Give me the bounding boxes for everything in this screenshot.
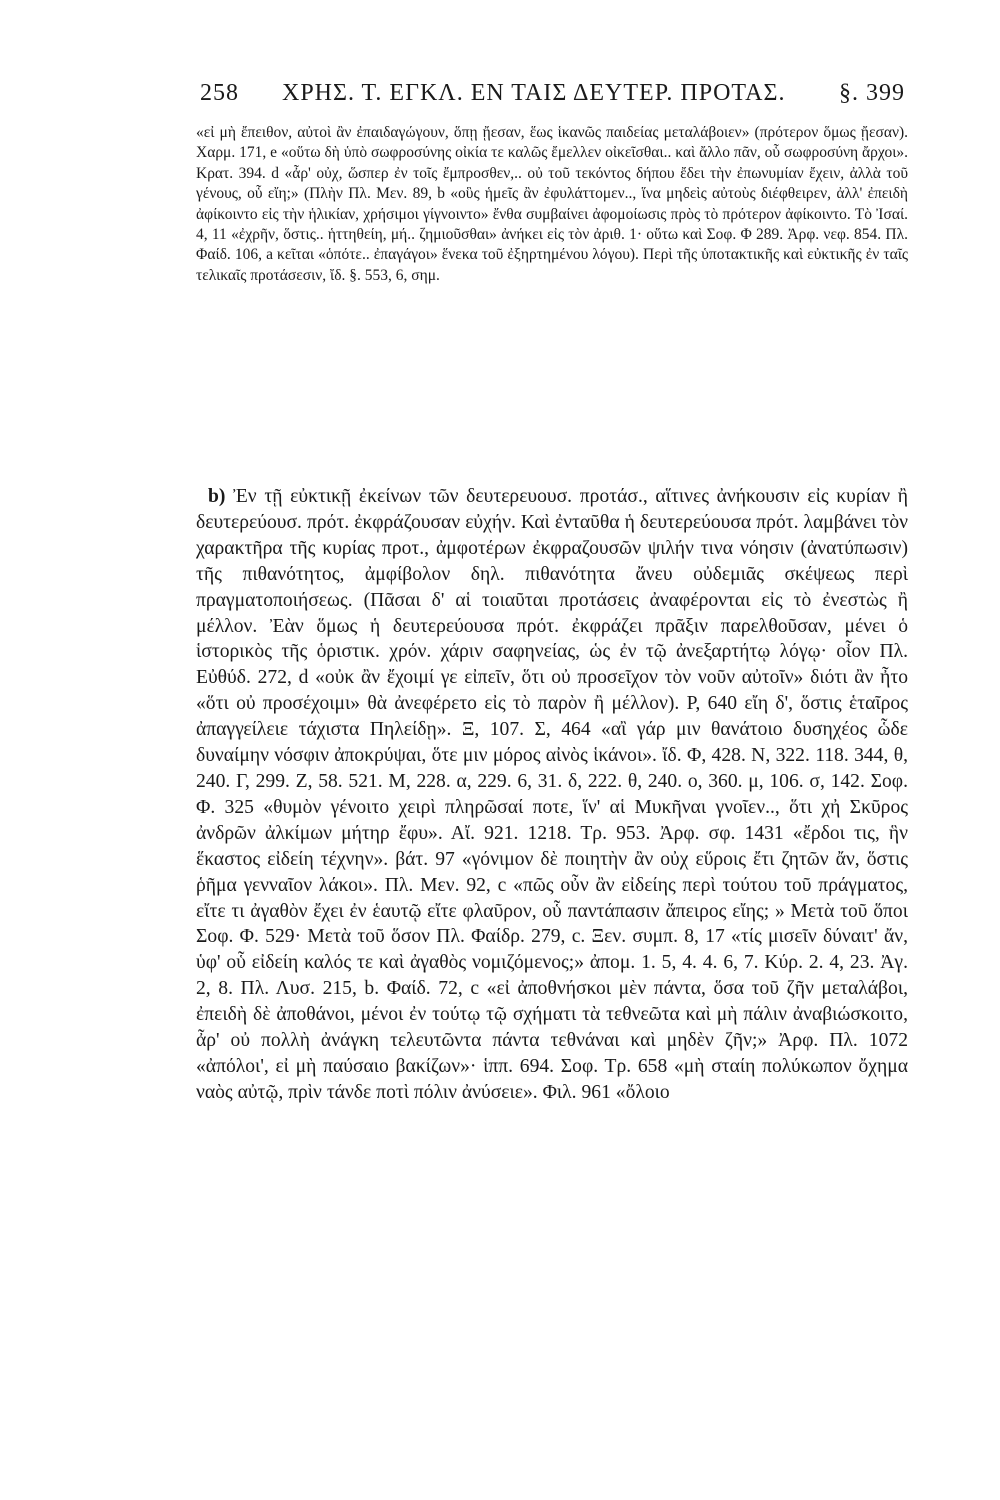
subsection-marker: b)	[208, 486, 226, 507]
running-title: ΧΡΗΣ. Τ. ΕΓΚΛ. ΕΝ ΤΑΙΣ ΔΕΥΤΕΡ. ΠΡΟΤΑΣ.	[282, 80, 786, 106]
page-number: 258	[200, 80, 239, 106]
footnote-text: «εἰ μὴ ἔπειθον, αὐτοὶ ἂν ἐπαιδαγώγουν, ὅπῃ ᾔεσαν, ἕως ἱκανῶς παιδείας μεταλάβοιεν» (πρότερον ὅμως ᾔεσαν). Χαρμ. 171, e «οὕτω δὴ ὑπὸ σωφροσύνης οἰκία τε καλῶς ἔμελλεν οἰκεῖσθαι.. καὶ ἄλλο πᾶν, οὗ σωφροσύνη ἄρχοι». Κρατ. 394. d «ἆρ' οὐχ, ὥσπερ ἐν τοῖς ἔμπροσθεν,.. οὐ τοῦ τεκόντος δήπου ἔδει τὴν ἐπωνυμίαν ἔχειν, ἀλλὰ τοῦ γένους, οὗ εἴη;» (Πλὴν Πλ. Μεν. 89, b «οὓς ἡμεῖς ἂν ἐφυλάττομεν.., ἵνα μηδεὶς αὐτοὺς διέφθειρεν, ἀλλ' ἐπειδὴ ἀφίκοιντο εἰς τὴν ἡλικίαν, χρήσιμοι γίγνοιντο» ἔνθα συμβαίνει ἀφομοίωσις πρὸς τὸ πρότερον ἀφίκοιντο. Τὸ Ἰσαί. 4, 11 «ἐχρῆν, ὅστις.. ἡττηθείη, μή.. ζημιοῦσθαι» ἀνήκει εἰς τὸν ἀριθ. 1· οὕτω καὶ Σοφ. Φ 289. Ἀρφ. νεφ. 854. Πλ. Φαίδ. 106, a κεῖται «ὁπότε.. ἐπαγάγοι» ἕνεκα τοῦ ἐξηρτημένου λόγου). Περὶ τῆς ὑποτακτικῆς καὶ εὐκτικῆς ἐν ταῖς τελικαῖς προτάσεσιν, ἴδ. §. 553, 6, σημ.	[196, 124, 908, 284]
main-text	[196, 484, 908, 1106]
section-number: §. 399	[839, 80, 905, 106]
main-paragraph: Ἐν τῇ εὐκτικῇ ἐκείνων τῶν δευτερευουσ. προτάσ., αἵτινες ἀνήκουσιν εἰς κυρίαν ἢ δευτερεύουσ. πρότ. ἐκφράζουσαν εὐχήν. Καὶ ἐνταῦθα ἡ δευτερεύουσα πρότ. λαμβάνει τὸν χαρακτῆρα τῆς κυρίας προτ., ἀμφοτέρων ἐκφραζουσῶν ψιλήν τινα νόησιν (ἀνατύπωσιν) τῆς πιθανότητος, ἀμφίβολον δηλ. πιθανότητα ἄνευ οὐδεμιᾶς σκέψεως περὶ πραγματοποιήσεως. (Πᾶσαι δ' αἱ τοιαῦται προτάσεις ἀναφέρονται εἰς τὸ ἐνεστὼς ἢ μέλλον. Ἐὰν ὅμως ἡ δευτερεύουσα πρότ. ἐκφράζει πρᾶξιν παρελθοῦσαν, μένει ὁ ἱστορικὸς τῆς ὁριστικ. χρόν. χάριν σαφηνείας, ὡς ἐν τῷ ἀνεξαρτήτῳ λόγῳ· οἷον Πλ. Εὐθύδ. 272, d «οὐκ ἂν ἔχοιμί γε εἰπεῖν, ὅτι οὐ προσεῖχον τὸν νοῦν αὐτοῖν» διότι ἂν ἦτο «ὅτι οὐ προσέχοιμι» θὰ ἀνεφέρετο εἰς τὸ παρὸν ἢ μέλλον). Ρ, 640 εἴη δ', ὅστις ἑταῖρος ἀπαγγείλειε τάχιστα Πηλείδῃ». Ξ, 107. Σ, 464 «αἲ γάρ μιν θανάτοιο δυσηχέος ὧδε δυναίμην νόσφιν ἀποκρύψαι, ὅτε μιν μόρος αἰνὸς ἱκάνοι». ἴδ. Φ, 428. Ν, 322. 118. 344, θ, 240. Γ, 299. Ζ, 58. 521. Μ, 228. α, 229. 6, 31. δ, 222. θ, 240. ο, 360. μ, 106. σ, 142. Σοφ. Φ. 325 «θυμὸν γένοιτο χειρὶ πληρῶσαί ποτε, ἵν' αἱ Μυκῆναι γνοῖεν.., ὅτι χἠ Σκῦρος ἀνδρῶν ἀλκίμων μήτηρ ἔφυ». Αἴ. 921. 1218. Τρ. 953. Ἀρφ. σφ. 1431 «ἔρδοι τις, ἣν ἕκαστος εἰδείη τέχνην». βάτ. 97 «γόνιμον δὲ ποιητὴν ἂν οὐχ εὕροις ἔτι ζητῶν ἄν, ὅστις ῥῆμα γενναῖον λάκοι». Πλ. Μεν. 92, c «πῶς οὖν ἂν εἰδείης περὶ τούτου τοῦ πράγματος, εἴτε τι ἀγαθὸν ἔχει ἐν ἑαυτῷ εἴτε φλαῦρον, οὗ παντάπασιν ἄπειρος εἴης; » Μετὰ τοῦ ὅποι Σοφ. Φ. 529· Μετὰ τοῦ ὅσον Πλ. Φαίδρ. 279, c. Ξεν. συμπ. 8, 17 «τίς μισεῖν δύναιτ' ἄν, ὑφ' οὗ εἰδείη καλός τε καὶ ἀγαθὸς νομιζόμενος;» ἀπομ. 1. 5, 4. 4. 6, 7. Κύρ. 2. 4, 23. Ἀγ. 2, 8. Πλ. Λυσ. 215, b. Φαίδ. 72, c «εἰ ἀποθνήσκοι μὲν πάντα, ὅσα τοῦ ζῆν μεταλάβοι, ἐπειδὴ δὲ ἀποθάνοι, μένοι ἐν τούτῳ τῷ σχήματι τὰ τεθνεῶτα καὶ μὴ πάλιν ἀναβιώσκοιτο, ἆρ' οὐ πολλὴ ἀνάγκη τελευτῶντα πάντα τεθνάναι καὶ μηδὲν ζῆν;» Ἀρφ. Πλ. 1072 «ἀπόλοι', εἰ μὴ παύσαιο βακίζων»· ἱππ. 694. Σοφ. Τρ. 658 «μὴ σταίη πολύκωπον ὄχημα ναὸς αὐτῷ, πρὶν τάνδε ποτὶ πόλιν ἀνύσειε». Φιλ. 961 «ὄλοιο	[196, 486, 908, 1103]
running-header	[200, 80, 905, 120]
